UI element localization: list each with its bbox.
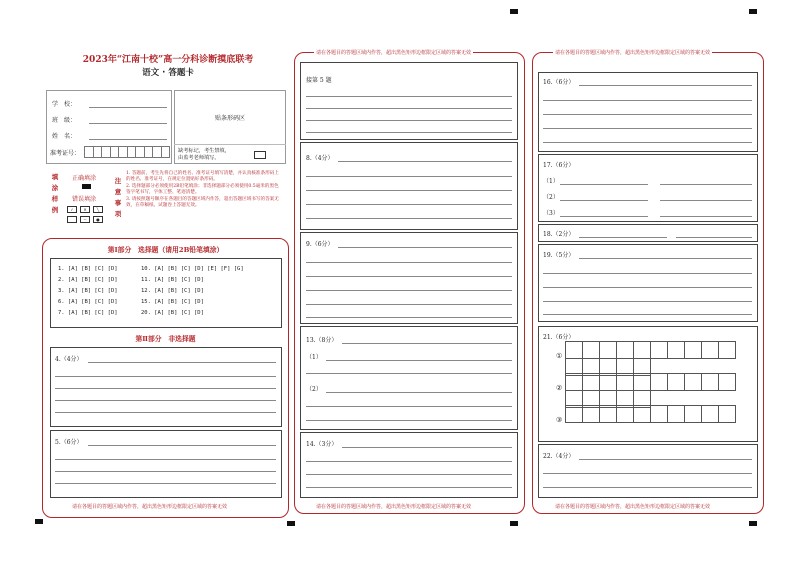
alignment-mark [510, 9, 518, 14]
mcq-row[interactable]: 3. [A] [B] [C] [D] [58, 288, 118, 294]
q8-label: 8.（4分） [306, 155, 334, 162]
mcq-row[interactable]: 1. [A] [B] [C] [D] [58, 266, 118, 272]
alignment-mark [35, 519, 43, 524]
alignment-mark [287, 521, 295, 526]
name-label: 姓 名： [52, 133, 77, 140]
edge-note-right-top: 请在各题目的答题区域内作答，超出黑色矩形边框限定区域的答案无效 [555, 50, 711, 56]
edge-note-middle-top: 请在各题目的答题区域内作答，超出黑色矩形边框限定区域的答案无效 [316, 50, 472, 56]
q17-label: 17.（6分） [543, 162, 575, 169]
q13-part1-label: （1） [306, 354, 322, 361]
q21-grid-2[interactable] [566, 374, 736, 408]
mcq-row[interactable]: 15. [A] [B] [C] [D] [141, 299, 204, 305]
q13-part2-label: （2） [306, 386, 322, 393]
q18-label: 18.（2分） [543, 231, 575, 238]
mcq-row[interactable]: 11. [A] [B] [C] [D] [141, 277, 204, 283]
notice-item: 2. 选择题部分必须使用2B铅笔填涂；非选择题部分必须使用0.5毫米的黑色签字笔书写，字体工整、笔迹清楚。 [126, 183, 279, 196]
q21-part3-label: ③ [556, 416, 563, 424]
page-title: 2023年“江南十校”高一分科诊断摸底联考 [82, 55, 254, 65]
q14-label: 14.（3分） [306, 441, 338, 448]
q4-label: 4.（4分） [55, 356, 83, 363]
mcq-row[interactable]: 7. [A] [B] [C] [D] [58, 310, 118, 316]
q17-part2-label: （2） [543, 194, 559, 201]
notice-list [126, 171, 282, 210]
notice-label: 注 意 事 项 [114, 177, 122, 218]
exam-no-grid[interactable] [84, 146, 170, 158]
wrong-fill-samples: ✓ ✕ ╲ [67, 206, 103, 213]
part2-title: 第Ⅱ部分 非选择题 [135, 335, 196, 343]
q19-label: 19.（5分） [543, 252, 575, 259]
q5-continued-label: 接第 5 题 [306, 77, 332, 84]
class-label: 班 级： [52, 117, 77, 124]
subject-title: 语文 · 答题卡 [142, 68, 194, 78]
mcq-row[interactable]: 6. [A] [B] [C] [D] [58, 299, 118, 305]
absent-checkbox[interactable] [254, 151, 266, 159]
q5-label: 5.（6分） [55, 439, 83, 446]
q21-grid-3[interactable] [566, 406, 736, 423]
name-field[interactable] [89, 139, 167, 140]
q22-label: 22.（4分） [543, 453, 575, 460]
school-field[interactable] [89, 107, 167, 108]
q5-continued-box[interactable] [300, 62, 518, 140]
q21-part2-label: ② [556, 384, 563, 392]
mcq-row[interactable]: 10. [A] [B] [C] [D] [E] [F] [G] [141, 266, 244, 272]
alignment-mark [749, 521, 757, 526]
edge-note-right-bottom: 请在各题目的答题区域内作答，超出黑色矩形边框限定区域的答案无效 [555, 504, 711, 510]
mcq-row[interactable]: 12. [A] [B] [C] [D] [141, 288, 204, 294]
alignment-mark [510, 521, 518, 526]
alignment-mark [749, 9, 757, 14]
q21-part1-label: ① [556, 352, 563, 360]
mcq-row[interactable]: 20. [A] [B] [C] [D] [141, 310, 204, 316]
correct-fill-sample [82, 184, 91, 189]
exam-no-label: 准考证号： [50, 150, 81, 157]
correct-fill-label: 正确填涂 [72, 175, 97, 182]
school-label: 学 校： [52, 101, 77, 108]
q4-answer-box[interactable] [50, 347, 282, 427]
q21-label: 21.（6分） [543, 334, 575, 341]
mcq-row[interactable]: 2. [A] [B] [C] [D] [58, 277, 118, 283]
q9-label: 9.（6分） [306, 241, 334, 248]
absent-note-1: 缺考标记，考生禁填， [178, 148, 230, 154]
absent-note-2: 由监考老师填写。 [178, 155, 220, 161]
fill-example-label: 填 涂 样 例 [51, 173, 59, 214]
barcode-label: 贴条形码区 [214, 115, 245, 122]
class-field[interactable] [89, 123, 167, 124]
q17-part3-label: （3） [543, 210, 559, 217]
part1-title: 第Ⅰ部分 选择题（请用2B铅笔填涂） [107, 246, 224, 254]
wrong-fill-samples-2: − ● [67, 216, 103, 223]
q5-answer-box[interactable] [50, 430, 282, 498]
notice-item: 1. 答题前，考生先将自己的姓名、准考证号填写清楚，并认真核准条形码上的姓名、准考证号，在规定位置贴好条形码。 [126, 171, 279, 183]
q21-grid-1[interactable] [566, 342, 736, 376]
wrong-fill-label: 错误填涂 [72, 196, 97, 203]
q13-label: 13.（8分） [306, 337, 338, 344]
edge-note-left: 请在各题目的答题区域内作答，超出黑色矩形边框限定区域的答案无效 [72, 504, 228, 510]
q17-part1-label: （1） [543, 178, 559, 185]
notice-item: 3. 请按照题号顺序在各题目的答题区域内作答，超出答题区域书写的答案无效，在草稿纸、试题卷上答题无效。 [126, 196, 279, 209]
edge-note-middle-bottom: 请在各题目的答题区域内作答，超出黑色矩形边框限定区域的答案无效 [316, 504, 472, 510]
q16-label: 16.（6分） [543, 79, 575, 86]
